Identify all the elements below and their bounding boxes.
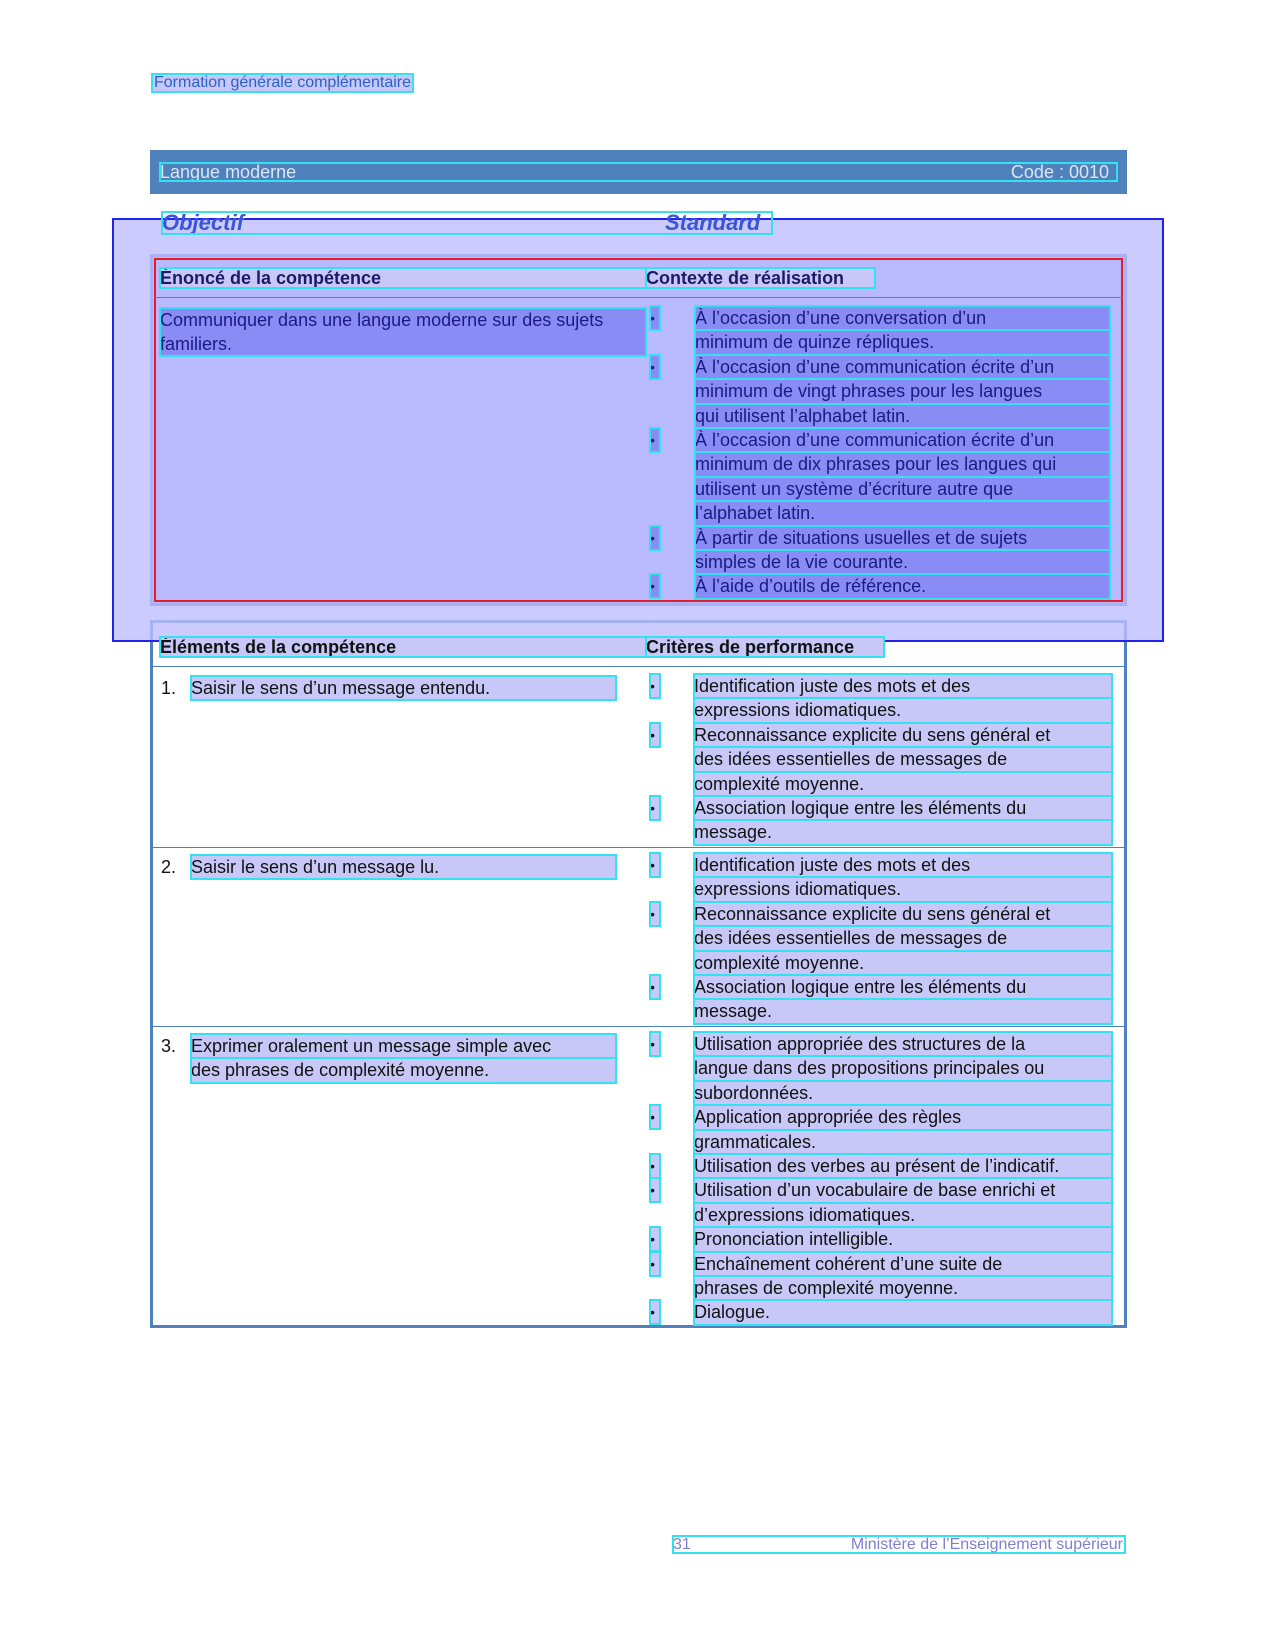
criterion-line: subordonnées. [694, 1081, 1112, 1105]
criterion-line: des idées essentielles de messages de [694, 926, 1112, 950]
context-item-line: qui utilisent l’alphabet latin. [695, 404, 1110, 428]
criterion-line: message. [694, 820, 1112, 844]
context-item-line: À l’occasion d’une conversation d’un [695, 306, 1110, 330]
criterion-line: des idées essentielles de messages de [694, 747, 1112, 771]
competence-statement-header: Énoncé de la compétence [160, 268, 646, 288]
bullet-icon: • [650, 574, 660, 598]
row-divider [153, 1026, 1124, 1027]
context-item-line: À l’occasion d’une communication écrite d’un [695, 355, 1110, 379]
context-item-line: À l’aide d’outils de référence. [695, 574, 1110, 598]
criterion-line: Utilisation des verbes au présent de l’indicatif. [694, 1154, 1112, 1178]
criterion-line: Utilisation appropriée des structures de la [694, 1032, 1112, 1056]
criterion-line: Reconnaissance explicite du sens général et [694, 723, 1112, 747]
criterion-line: d’expressions idiomatiques. [694, 1203, 1112, 1227]
criterion-line: langue dans des propositions principales ou [694, 1056, 1112, 1080]
context-item-line: utilisent un système d’écriture autre que [695, 477, 1110, 501]
context-item-line: minimum de quinze répliques. [695, 330, 1110, 354]
criterion-line: complexité moyenne. [694, 951, 1112, 975]
section-labels [162, 212, 772, 234]
context-item-line: À l’occasion d’une communication écrite d’un [695, 428, 1110, 452]
bullet-icon: • [650, 723, 660, 747]
context-header: Contexte de réalisation [646, 268, 875, 288]
criterion-line: expressions idiomatiques. [694, 698, 1112, 722]
bullet-icon: • [650, 975, 660, 999]
bullet-icon: • [650, 1105, 660, 1129]
bullet-icon: • [650, 1300, 660, 1324]
element-number: 1. [161, 678, 177, 698]
page-header: Formation générale complémentaire [154, 74, 412, 91]
bullet-icon: • [650, 1178, 660, 1202]
title-bar-text [160, 163, 1117, 181]
criterion-line: Association logique entre les éléments du [694, 975, 1112, 999]
element-number: 3. [161, 1036, 177, 1056]
criterion-line: Prononciation intelligible. [694, 1227, 1112, 1251]
element-text-line: des phrases de complexité moyenne. [191, 1058, 616, 1082]
elements-header: Éléments de la compétence [160, 637, 646, 657]
criterion-line: Dialogue. [694, 1300, 1112, 1324]
criterion-line: phrases de complexité moyenne. [694, 1276, 1112, 1300]
context-item-line: À partir de situations usuelles et de sujets [695, 526, 1110, 550]
bullet-icon: • [650, 853, 660, 877]
page-number: 31 [673, 1536, 691, 1553]
criterion-line: Utilisation d’un vocabulaire de base enrichi et [694, 1178, 1112, 1202]
element-text-line: Saisir le sens d’un message lu. [191, 855, 616, 879]
criterion-line: Identification juste des mots et des [694, 853, 1112, 877]
ministry-name: Ministère de l’Enseignement supérieur [850, 1536, 1123, 1553]
bullet-icon: • [650, 355, 660, 379]
element-text-line: Exprimer oralement un message simple avec [191, 1034, 616, 1058]
criterion-line: message. [694, 999, 1112, 1023]
row-divider [153, 847, 1124, 848]
bullet-icon: • [650, 902, 660, 926]
criterion-line: expressions idiomatiques. [694, 877, 1112, 901]
criterion-line: Application appropriée des règles [694, 1105, 1112, 1129]
objective-header-divider [154, 297, 1123, 298]
objective-label: Objectif [162, 210, 244, 235]
bullet-icon: • [650, 306, 660, 330]
criteria-header: Critères de performance [646, 637, 884, 657]
bullet-icon: • [650, 1252, 660, 1276]
context-item-line: l’alphabet latin. [695, 501, 1110, 525]
bullet-icon: • [650, 1154, 660, 1178]
criterion-line: Reconnaissance explicite du sens général et [694, 902, 1112, 926]
element-number: 2. [161, 857, 177, 877]
bullet-icon: • [650, 796, 660, 820]
element-text-line: Saisir le sens d’un message entendu. [191, 676, 616, 700]
criterion-line: Enchaînement cohérent d’une suite de [694, 1252, 1112, 1276]
context-item-line: minimum de dix phrases pour les langues qui [695, 452, 1110, 476]
criterion-line: grammaticales. [694, 1130, 1112, 1154]
bullet-icon: • [650, 674, 660, 698]
context-item-line: minimum de vingt phrases pour les langues [695, 379, 1110, 403]
course-code: Code : 0010 [1010, 162, 1109, 182]
bullet-icon: • [650, 526, 660, 550]
performance-header-divider [153, 666, 1124, 667]
bullet-icon: • [650, 428, 660, 452]
standard-label: Standard [665, 210, 761, 235]
bullet-icon: • [650, 1032, 660, 1056]
subject-title: Langue moderne [160, 162, 297, 182]
context-item-line: simples de la vie courante. [695, 550, 1110, 574]
criterion-line: Association logique entre les éléments du [694, 796, 1112, 820]
competence-statement: Communiquer dans une langue moderne sur des sujets familiers. [160, 308, 646, 356]
criterion-line: complexité moyenne. [694, 772, 1112, 796]
criterion-line: Identification juste des mots et des [694, 674, 1112, 698]
bullet-icon: • [650, 1227, 660, 1251]
page-footer [673, 1536, 1125, 1553]
